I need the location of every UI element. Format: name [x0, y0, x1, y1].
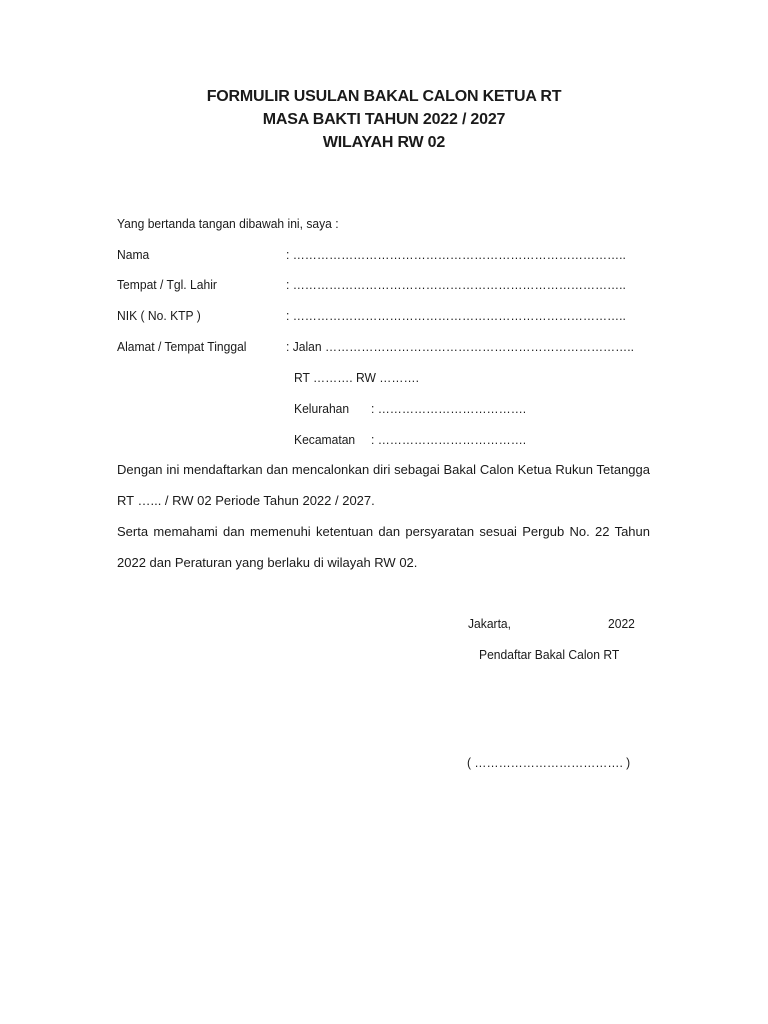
declaration-line-2-text: RT …... / RW 02 Periode Tahun 2022 / 2027.	[117, 493, 375, 508]
form-region: WILAYAH RW 02	[322, 134, 446, 151]
field-label-nik: NIK ( No. KTP )	[117, 308, 201, 323]
signature-name-blank: ( ………………………………. )	[467, 755, 631, 770]
declaration-line-1-text: Dengan ini mendaftarkan dan mencalonkan diri sebagai Bakal Calon Ketua Rukun Tetangga	[117, 462, 650, 477]
signature-role: Pendaftar Bakal Calon RT	[479, 647, 620, 662]
agreement-line-1	[117, 524, 650, 540]
address-rt-rw: RT ………. RW ……….	[294, 370, 419, 385]
field-value-alamat: : Jalan …………………………………………………………………..	[286, 339, 634, 354]
address-kelurahan-value: : ……………………………….	[371, 401, 527, 416]
field-label-ttl: Tempat / Tgl. Lahir	[117, 277, 217, 292]
declaration-line-2	[117, 493, 650, 509]
signature-year: 2022	[608, 616, 635, 631]
agreement-line-2	[117, 555, 650, 571]
field-value-nik: : ………………………………………………………………………..	[286, 308, 626, 323]
intro-text: Yang bertanda tangan dibawah ini, saya :	[117, 216, 339, 231]
form-period: MASA BAKTI TAHUN 2022 / 2027	[262, 111, 506, 128]
address-kecamatan-value: : ……………………………….	[371, 432, 527, 447]
agreement-line-1-text: Serta memahami dan memenuhi ketentuan dan persyaratan sesuai Pergub No. 22 Tahun	[117, 524, 650, 539]
address-kecamatan-label: Kecamatan	[294, 432, 356, 447]
field-label-alamat: Alamat / Tempat Tinggal	[117, 339, 247, 354]
form-title: FORMULIR USULAN BAKAL CALON KETUA RT	[206, 88, 562, 105]
agreement-line-2-text: 2022 dan Peraturan yang berlaku di wilayah RW 02.	[117, 555, 418, 570]
declaration-line-1	[117, 462, 650, 478]
field-label-nama: Nama	[117, 247, 150, 262]
signature-place: Jakarta,	[468, 616, 512, 631]
field-value-nama: : ………………………………………………………………………..	[286, 247, 626, 262]
field-value-ttl: : ………………………………………………………………………..	[286, 277, 626, 292]
address-kelurahan-label: Kelurahan	[294, 401, 350, 416]
